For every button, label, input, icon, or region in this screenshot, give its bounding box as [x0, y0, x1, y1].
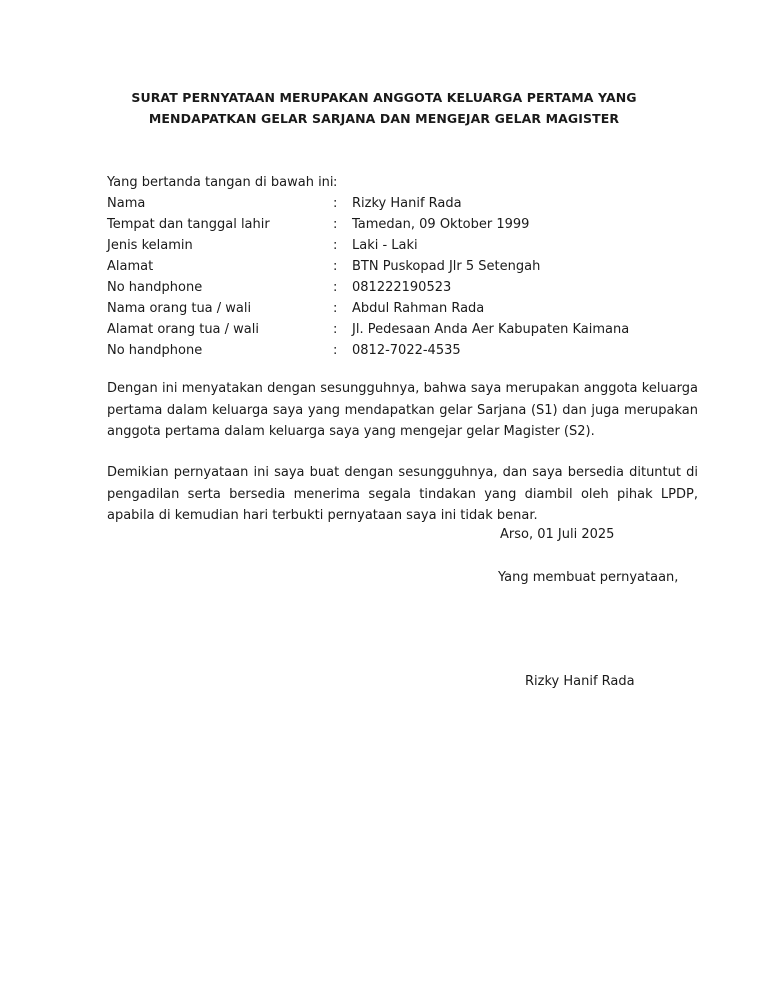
field-row — [107, 256, 707, 277]
field-value: BTN Puskopad Jlr 5 Setengah — [352, 259, 541, 274]
field-colon: : — [333, 301, 338, 316]
field-row — [107, 340, 707, 361]
field-row — [107, 172, 707, 193]
field-colon: : — [333, 175, 338, 190]
statement-paragraph: Dengan ini menyatakan dengan sesungguhnya, bahwa saya merupakan anggota keluarga pertama dalam keluarga saya yang mendapatkan gelar Sarjana (S1) dan juga merupakan anggota pertama dalam keluarga saya yang mengejar gelar Magister (S2). — [107, 381, 698, 439]
field-label: Tempat dan tanggal lahir — [107, 217, 270, 232]
field-row — [107, 298, 707, 319]
field-value: Jl. Pedesaan Anda Aer Kabupaten Kaimana — [352, 322, 630, 337]
field-row — [107, 319, 707, 340]
signer-name: Rizky Hanif Rada — [525, 674, 635, 689]
closing-paragraph: Demikian pernyataan ini saya buat dengan sesungguhnya, dan saya bersedia dituntut di pengadilan serta bersedia menerima segala tindakan yang diambil oleh pihak LPDP, apabila di kemudian hari terbukti pernyataan saya ini tidak benar. — [107, 465, 698, 523]
field-colon: : — [333, 343, 338, 358]
field-colon: : — [333, 238, 338, 253]
field-colon: : — [333, 196, 338, 211]
field-label: Alamat orang tua / wali — [107, 322, 259, 337]
field-colon: : — [333, 322, 338, 337]
place-date: Arso, 01 Juli 2025 — [500, 527, 615, 542]
document-title-line-1: SURAT PERNYATAAN MERUPAKAN ANGGOTA KELUARGA PERTAMA YANG — [131, 90, 637, 105]
signer-caption: Yang membuat pernyataan, — [498, 570, 679, 585]
field-value: 0812-7022-4535 — [352, 343, 461, 358]
field-row — [107, 235, 707, 256]
field-label: No handphone — [107, 280, 203, 295]
field-row — [107, 193, 707, 214]
field-label: No handphone — [107, 343, 203, 358]
field-row — [107, 277, 707, 298]
field-colon: : — [333, 217, 338, 232]
field-label: Yang bertanda tangan di bawah ini — [107, 175, 334, 190]
field-colon: : — [333, 280, 338, 295]
field-label: Nama orang tua / wali — [107, 301, 252, 316]
field-value: Abdul Rahman Rada — [352, 301, 485, 316]
field-row — [107, 214, 707, 235]
field-label: Alamat — [107, 259, 154, 274]
identity-fields — [107, 172, 707, 361]
field-value: Tamedan, 09 Oktober 1999 — [352, 217, 530, 232]
field-label: Jenis kelamin — [107, 238, 193, 253]
field-label: Nama — [107, 196, 146, 211]
field-value: Laki - Laki — [352, 238, 418, 253]
document-title-line-2: MENDAPATKAN GELAR SARJANA DAN MENGEJAR GELAR MAGISTER — [148, 111, 620, 126]
field-colon: : — [333, 259, 338, 274]
field-value: 081222190523 — [352, 280, 452, 295]
field-value: Rizky Hanif Rada — [352, 196, 462, 211]
